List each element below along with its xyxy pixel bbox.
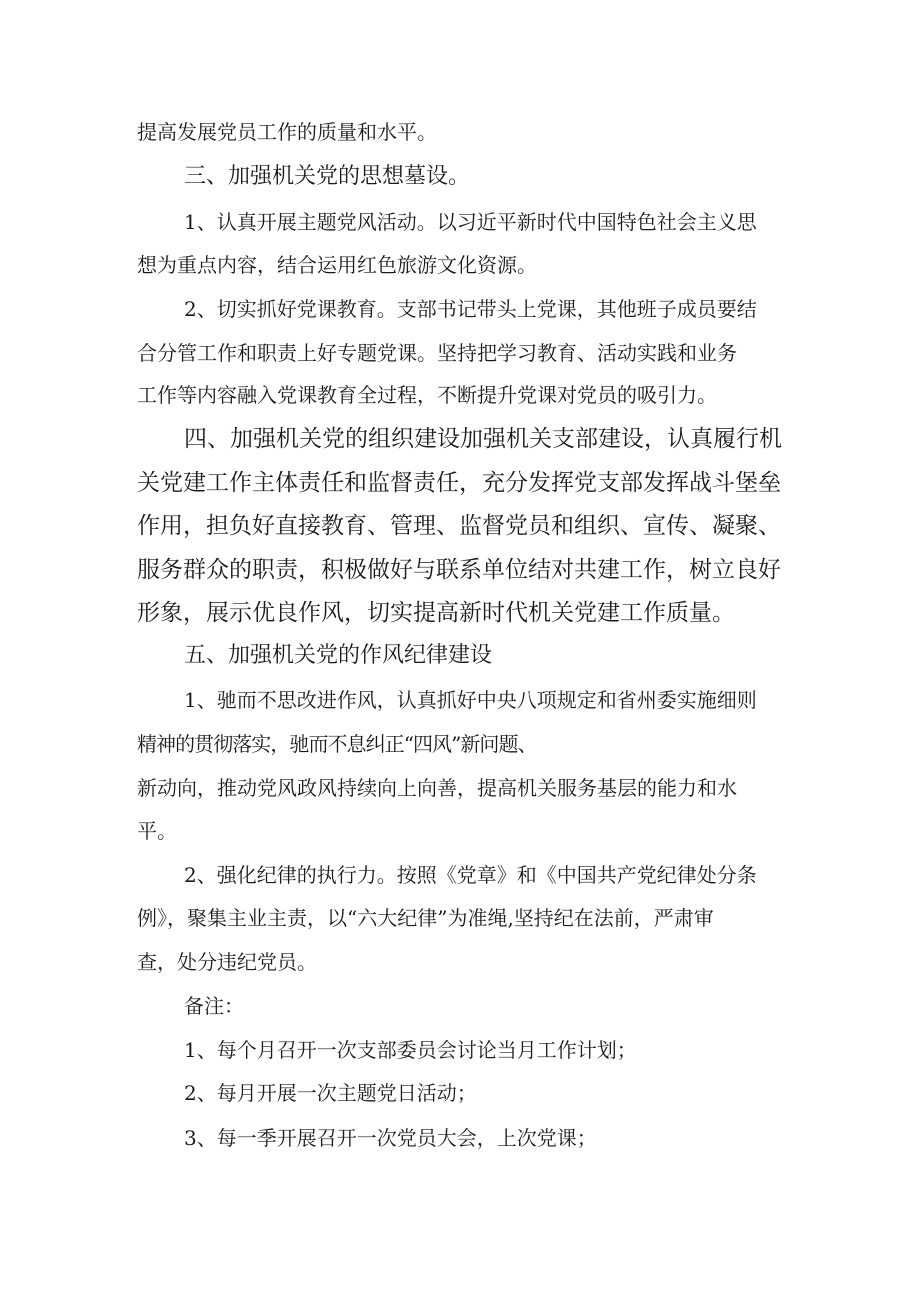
text-line: 1、认真开展主题党风活动。以习近平新时代中国特色社会主义思 <box>184 210 757 234</box>
notes-heading: 备注： <box>184 994 244 1018</box>
text-line: 关党建工作主体责任和监督责任，充分发挥党支部发挥战斗堡垒 <box>137 470 781 496</box>
section-heading-5: 五、加强机关党的作风纪律建设 <box>184 643 493 668</box>
text-line: 2、切实抓好党课教育。支部书记带头上党课，其他班子成员要结 <box>184 297 757 321</box>
text-line: 合分管工作和职责上好专题党课。坚持把学习教育、活动实践和业务 <box>137 341 737 365</box>
text-line: 查，处分违纪党员。 <box>137 950 317 974</box>
text-line: 平。 <box>137 819 177 843</box>
text-line: 例》，聚集主业主责，以“六大纪律”为准绳,坚持纪在法前，严肃审 <box>137 906 714 930</box>
text-line: 提高发展党员工作的质量和水平。 <box>137 120 437 144</box>
text-line: 精神的贯彻落实，驰而不息纠正“四风”新问题、 <box>137 732 537 756</box>
section-heading-4: 四、加强机关党的组织建设加强机关支部建设，认真履行机 <box>184 426 782 452</box>
note-item: 2、每月开展一次主题党日活动； <box>184 1081 477 1105</box>
text-line: 2、强化纪律的执行力。按照《党章》和《中国共产党纪律处分条 <box>184 863 757 887</box>
section-heading-3: 三、加强机关党的思想墓设。 <box>184 164 471 189</box>
note-item: 3、每一季开展召开一次党员大会，上次党课； <box>184 1126 597 1150</box>
note-item: 1、每个月召开一次支部委员会讨论当月工作计划； <box>184 1038 637 1062</box>
text-line: 作用，担负好直接教育、管理、监督党员和组织、宣传、凝聚、 <box>137 513 781 539</box>
text-line: 形象，展示优良作风，切实提高新时代机关党建工作质量。 <box>137 600 735 626</box>
text-line: 想为重点内容，结合运用红色旅游文化资源。 <box>137 253 537 277</box>
text-line: 工作等内容融入党课教育全过程，不断提升党课对党员的吸引力。 <box>137 383 717 407</box>
text-line: 服务群众的职责，积极做好与联系单位结对共建工作，树立良好 <box>137 557 781 583</box>
text-line: 新动向，推动党风政风持续向上向善，提高机关服务基层的能力和水 <box>137 776 737 800</box>
text-line: 1、驰而不思改进作风，认真抓好中央八项规定和省州委实施细则 <box>184 688 757 712</box>
